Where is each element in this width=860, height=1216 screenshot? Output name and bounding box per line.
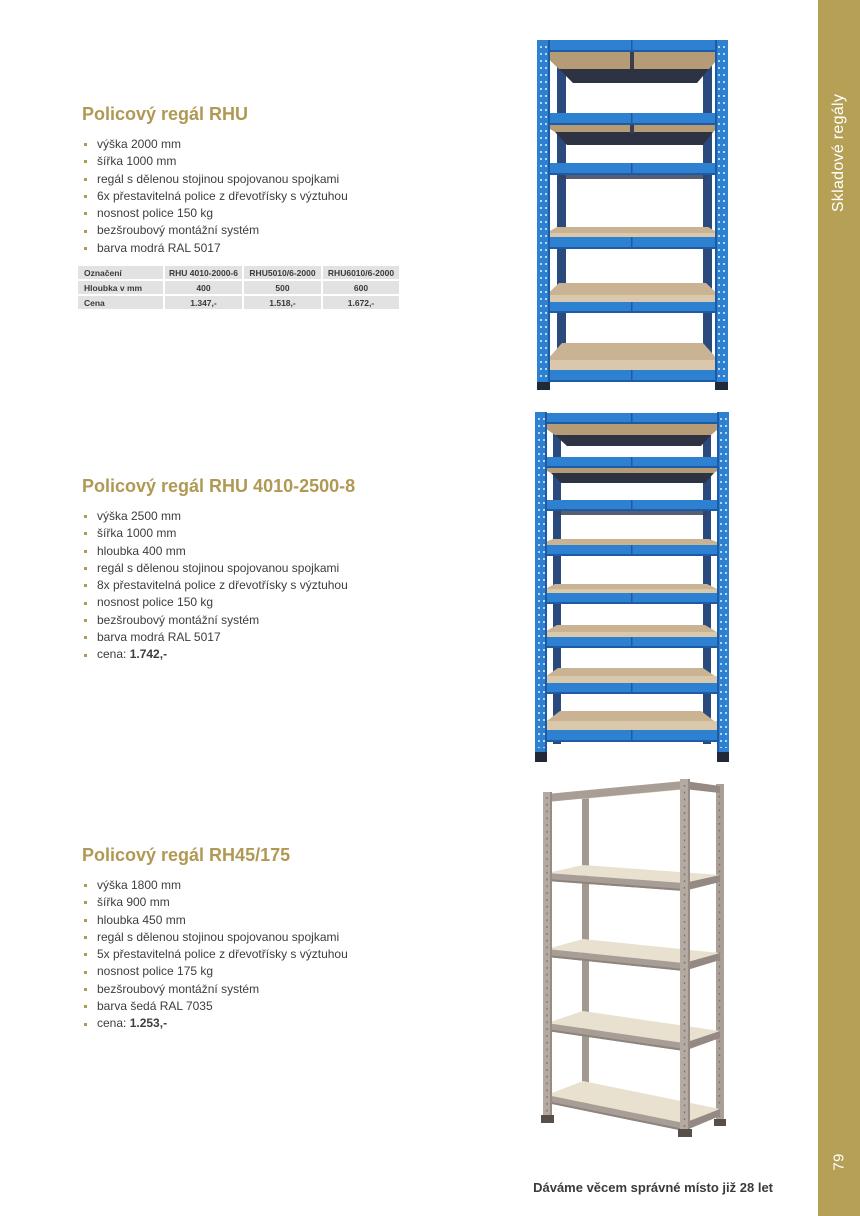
bullet-icon	[84, 550, 87, 553]
price-text	[97, 1015, 167, 1032]
bullet-icon	[84, 884, 87, 887]
bullet-icon	[84, 1005, 87, 1008]
feature-text: regál s dělenou stojinou spojovanou spojkami	[97, 171, 340, 186]
product-section-rh45-175	[82, 844, 492, 1033]
feature-item	[82, 543, 492, 560]
variant-header-cell: RHU5010/6-2000	[244, 266, 321, 279]
feature-list	[82, 136, 492, 257]
price-row	[82, 1015, 492, 1032]
feature-items	[82, 508, 492, 646]
variant-header-cell: RHU 4010-2000-6	[165, 266, 242, 279]
feature-text: výška 2000 mm	[97, 137, 182, 151]
side-strip	[818, 0, 860, 1216]
feature-text: barva modrá RAL 5017	[97, 240, 221, 255]
table-cell: 400	[165, 281, 242, 294]
feature-item	[82, 222, 492, 239]
feature-item	[82, 981, 492, 998]
bullet-icon	[84, 602, 87, 605]
table-cell: 500	[244, 281, 321, 294]
feature-text: nosnost police 175 kg	[97, 964, 214, 979]
price-text	[97, 646, 167, 663]
feature-text: nosnost police 150 kg	[97, 206, 214, 221]
feature-item	[82, 946, 492, 963]
price-label: cena:	[97, 647, 127, 662]
page-number: 79	[830, 1153, 848, 1171]
bullet-icon	[84, 919, 87, 922]
feature-text: šířka 1000 mm	[97, 526, 177, 541]
price-row	[82, 646, 492, 663]
feature-text: hloubka 400 mm	[97, 543, 186, 558]
bullet-icon	[84, 1023, 87, 1026]
bullet-icon	[84, 988, 87, 991]
feature-item	[82, 963, 492, 980]
table-row-label: Označení	[78, 266, 163, 279]
feature-text: hloubka 450 mm	[97, 912, 186, 927]
feature-item	[82, 188, 492, 205]
feature-text: šířka 900 mm	[97, 895, 170, 910]
bullet-icon	[84, 953, 87, 956]
feature-item	[82, 894, 492, 911]
feature-item	[82, 929, 492, 946]
table-cell: 1.518,-	[244, 296, 321, 309]
table-cell: 1.672,-	[323, 296, 399, 309]
bullet-icon	[84, 515, 87, 518]
price-value: 1.742,-	[129, 647, 168, 662]
feature-item	[82, 629, 492, 646]
bullet-icon	[84, 619, 87, 622]
feature-text: bezšroubový montážní systém	[97, 612, 260, 627]
feature-item	[82, 171, 492, 188]
product-photo-grey-rack-5-shelves	[518, 773, 742, 1148]
feature-item	[82, 594, 492, 611]
feature-items	[82, 877, 492, 1015]
product-title: Policový regál RHU	[82, 104, 249, 124]
product-title: Policový regál RH45/175	[82, 845, 291, 865]
feature-item	[82, 525, 492, 542]
feature-text: nosnost police 150 kg	[97, 595, 214, 610]
feature-text: výška 1800 mm	[97, 878, 182, 892]
bullet-icon	[84, 971, 87, 974]
feature-text: bezšroubový montážní systém	[97, 981, 260, 996]
variant-header-cell: RHU6010/6-2000	[323, 266, 399, 279]
bullet-icon	[84, 936, 87, 939]
feature-item	[82, 153, 492, 170]
feature-text: barva modrá RAL 5017	[97, 630, 221, 645]
feature-list	[82, 508, 492, 664]
feature-item	[82, 508, 492, 525]
feature-text: regál s dělenou stojinou spojovanou spojkami	[97, 560, 340, 575]
feature-text: šířka 1000 mm	[97, 154, 177, 169]
bullet-icon	[84, 230, 87, 233]
feature-item	[82, 577, 492, 594]
table-cell: 1.347,-	[165, 296, 242, 309]
bullet-icon	[84, 901, 87, 904]
table-row-label: Cena	[78, 296, 163, 309]
feature-item	[82, 205, 492, 222]
price-value: 1.253,-	[129, 1016, 168, 1031]
bullet-icon	[84, 212, 87, 215]
variant-table	[78, 266, 492, 309]
bullet-icon	[84, 195, 87, 198]
bullet-icon	[84, 654, 87, 657]
feature-item	[82, 998, 492, 1015]
product-photo-blue-rack-6-shelves	[535, 38, 730, 390]
feature-list	[82, 877, 492, 1033]
feature-item	[82, 612, 492, 629]
feature-text: 5x přestavitelná police z dřevotřísky s výztuhou	[97, 947, 348, 962]
category-label: Skladové regály	[830, 93, 847, 213]
feature-text: výška 2500 mm	[97, 509, 182, 523]
feature-text: barva šedá RAL 7035	[97, 999, 213, 1014]
price-label: cena:	[97, 1016, 127, 1031]
bullet-icon	[84, 247, 87, 250]
feature-item	[82, 877, 492, 894]
bullet-icon	[84, 636, 87, 639]
feature-item	[82, 240, 492, 257]
bullet-icon	[84, 160, 87, 163]
bullet-icon	[84, 567, 87, 570]
bullet-icon	[84, 143, 87, 146]
feature-item	[82, 912, 492, 929]
bullet-icon	[84, 178, 87, 181]
feature-text: 6x přestavitelná police z dřevotřísky s výztuhou	[97, 188, 348, 203]
feature-text: bezšroubový montážní systém	[97, 223, 260, 238]
product-title: Policový regál RHU 4010-2500-8	[82, 476, 356, 496]
table-cell: 600	[323, 281, 399, 294]
product-section-rhu	[82, 103, 492, 309]
bullet-icon	[84, 584, 87, 587]
feature-item	[82, 560, 492, 577]
table-row-label: Hloubka v mm	[78, 281, 163, 294]
feature-item	[82, 136, 492, 153]
feature-text: 8x přestavitelná police z dřevotřísky s výztuhou	[97, 578, 348, 593]
bullet-icon	[84, 532, 87, 535]
feature-text: regál s dělenou stojinou spojovanou spojkami	[97, 929, 340, 944]
feature-items	[82, 136, 492, 257]
product-photo-blue-rack-8-shelves	[533, 408, 731, 762]
product-section-rhu-4010-2500-8	[82, 475, 492, 664]
footer-tagline: Dáváme věcem správné místo již 28 let	[533, 1180, 773, 1195]
